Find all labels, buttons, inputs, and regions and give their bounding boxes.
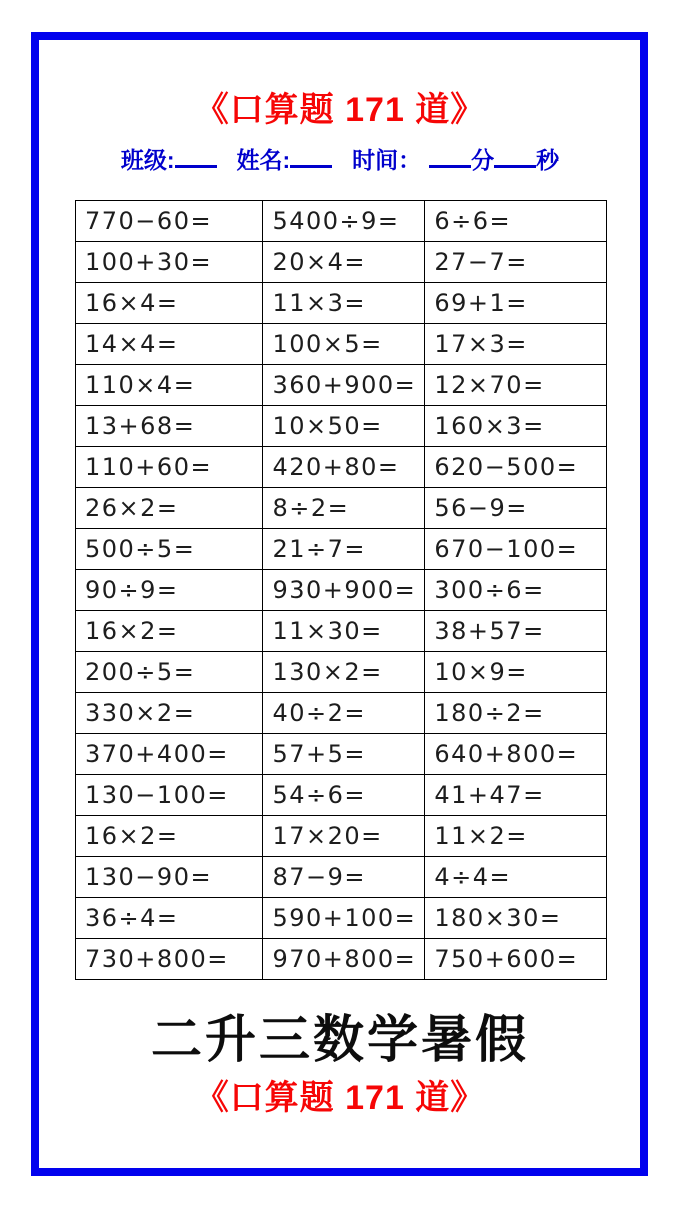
problem-cell: 40÷2= (263, 693, 425, 734)
problem-cell: 590+100= (263, 898, 425, 939)
problem-cell: 56−9= (425, 488, 607, 529)
problem-cell: 16×2= (76, 816, 263, 857)
problem-cell: 11×3= (263, 283, 425, 324)
problem-cell: 8÷2= (263, 488, 425, 529)
table-row (76, 816, 607, 857)
problem-cell: 11×2= (425, 816, 607, 857)
name-label: 姓名: (236, 147, 291, 173)
table-row (76, 529, 607, 570)
problem-cell: 130−100= (76, 775, 263, 816)
problem-cell: 200÷5= (76, 652, 263, 693)
problem-cell: 10×9= (425, 652, 607, 693)
problems-table (75, 200, 607, 980)
table-row (76, 611, 607, 652)
footer-course-title: 二升三数学暑假 (150, 1011, 529, 1068)
problem-cell: 110×4= (76, 365, 263, 406)
problem-cell: 17×20= (263, 816, 425, 857)
minutes-label: 分 (471, 147, 495, 173)
problem-cell: 16×2= (76, 611, 263, 652)
problem-cell: 770−60= (76, 201, 263, 242)
problem-cell: 730+800= (76, 939, 263, 980)
problem-cell: 13+68= (76, 406, 263, 447)
problem-cell: 38+57= (425, 611, 607, 652)
class-blank-field (175, 148, 217, 168)
problem-cell: 11×30= (263, 611, 425, 652)
table-row (76, 283, 607, 324)
table-row (76, 406, 607, 447)
table-row (76, 857, 607, 898)
problem-cell: 20×4= (263, 242, 425, 283)
problem-cell: 16×4= (76, 283, 263, 324)
table-row (76, 570, 607, 611)
problem-cell: 57+5= (263, 734, 425, 775)
problem-cell: 670−100= (425, 529, 607, 570)
problem-cell: 26×2= (76, 488, 263, 529)
problem-cell: 6÷6= (425, 201, 607, 242)
student-info-line (0, 142, 680, 175)
problem-cell: 300÷6= (425, 570, 607, 611)
problem-cell: 640+800= (425, 734, 607, 775)
table-row (76, 693, 607, 734)
problem-cell: 69+1= (425, 283, 607, 324)
problem-cell: 4÷4= (425, 857, 607, 898)
problem-cell: 110+60= (76, 447, 263, 488)
problem-cell: 14×4= (76, 324, 263, 365)
table-row (76, 898, 607, 939)
problem-cell: 100+30= (76, 242, 263, 283)
problem-cell: 130−90= (76, 857, 263, 898)
problem-cell: 360+900= (263, 365, 425, 406)
seconds-label: 秒 (536, 147, 560, 173)
problems-table-body (76, 201, 607, 980)
problem-cell: 5400÷9= (263, 201, 425, 242)
problem-cell: 100×5= (263, 324, 425, 365)
problem-cell: 970+800= (263, 939, 425, 980)
problem-cell: 36÷4= (76, 898, 263, 939)
problem-cell: 10×50= (263, 406, 425, 447)
table-row (76, 775, 607, 816)
worksheet-title: 《口算题 171 道》 (194, 91, 486, 129)
problem-cell: 87−9= (263, 857, 425, 898)
problem-cell: 750+600= (425, 939, 607, 980)
table-row (76, 652, 607, 693)
table-row (76, 201, 607, 242)
table-row (76, 447, 607, 488)
problem-cell: 54÷6= (263, 775, 425, 816)
problem-cell: 160×3= (425, 406, 607, 447)
problem-cell: 12×70= (425, 365, 607, 406)
table-row (76, 324, 607, 365)
problem-cell: 370+400= (76, 734, 263, 775)
footer-worksheet-subtitle: 《口算题 171 道》 (194, 1079, 486, 1117)
problem-cell: 500÷5= (76, 529, 263, 570)
problem-cell: 330×2= (76, 693, 263, 734)
table-row (76, 365, 607, 406)
class-label: 班级: (120, 147, 175, 173)
table-row (76, 242, 607, 283)
problem-cell: 27−7= (425, 242, 607, 283)
problem-cell: 41+47= (425, 775, 607, 816)
time-seconds-blank-field (494, 148, 536, 168)
time-label: 时间： (352, 147, 422, 173)
problem-cell: 17×3= (425, 324, 607, 365)
problem-cell: 180÷2= (425, 693, 607, 734)
time-minutes-blank-field (429, 148, 471, 168)
name-blank-field (290, 148, 332, 168)
table-row (76, 939, 607, 980)
table-row (76, 488, 607, 529)
problem-cell: 130×2= (263, 652, 425, 693)
problem-cell: 930+900= (263, 570, 425, 611)
problem-cell: 180×30= (425, 898, 607, 939)
problem-cell: 21÷7= (263, 529, 425, 570)
problem-cell: 420+80= (263, 447, 425, 488)
problem-cell: 620−500= (425, 447, 607, 488)
table-row (76, 734, 607, 775)
problem-cell: 90÷9= (76, 570, 263, 611)
